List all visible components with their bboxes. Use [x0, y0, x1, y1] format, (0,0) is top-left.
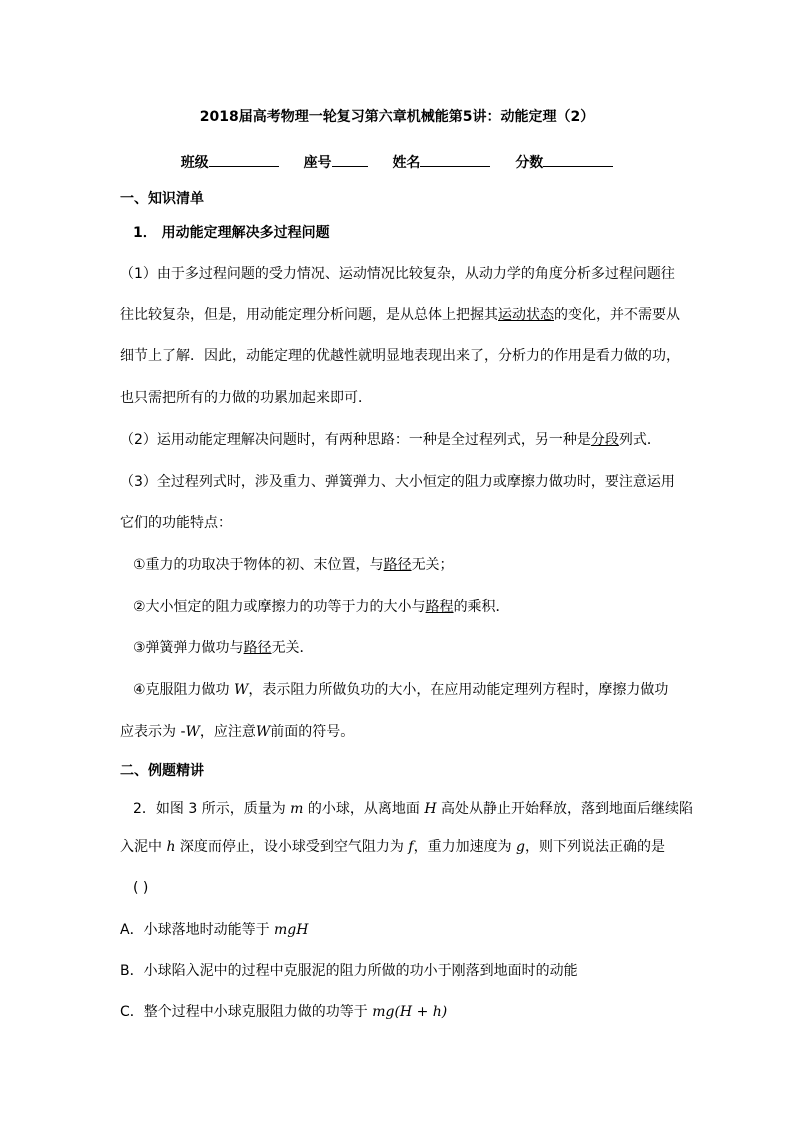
option-b[interactable]: [120, 962, 578, 980]
characteristic-4-line-2: [120, 723, 354, 741]
paragraph-1-line-3: 细节上了解．因此，动能定理的优越性就明显地表现出来了，分析力的作用是看力做的功，: [120, 348, 680, 364]
characteristic-4-text-a: ④克服阻力做功: [133, 682, 235, 698]
section-1-heading: 一、知识清单: [120, 191, 204, 207]
question-2-line-1: [133, 800, 693, 818]
class-label: 班级: [180, 155, 209, 171]
characteristic-2: [133, 598, 510, 616]
name-blank[interactable]: [420, 152, 490, 167]
seat-label: 座号: [303, 155, 332, 171]
paragraph-1-line-2: [120, 306, 680, 324]
score-blank[interactable]: [543, 152, 613, 167]
option-a-expression: mgH: [274, 922, 309, 938]
q2-text-b: 的小球，从离地面: [303, 801, 425, 817]
paragraph-1-line-1: （1）由于多过程问题的受力情况、运动情况比较复杂，从动力学的角度分析多过程问题往: [120, 266, 675, 282]
paragraph-2-text-b: 列式．: [618, 432, 661, 448]
underlined-term-path-1: 路径: [383, 557, 412, 573]
option-c-expression: mg(H + h): [372, 1004, 448, 1020]
option-a[interactable]: [120, 921, 308, 939]
characteristic-3-text-a: ③弹簧弹力做功与: [133, 640, 244, 656]
q2-text-a: 2．如图 3 所示，质量为: [133, 801, 291, 817]
seat-blank[interactable]: [332, 152, 368, 167]
characteristic-1-text-a: ①重力的功取决于物体的初、末位置，与: [133, 557, 384, 573]
q2-line-2-text-d: ，则下列说法正确的是: [525, 839, 665, 855]
option-c[interactable]: [120, 1003, 447, 1021]
page-title: 2018届高考物理一轮复习第六章机械能第5讲：动能定理（2）: [199, 109, 595, 125]
characteristic-4-line-2-text-b: ，应注意: [199, 724, 256, 740]
variable-w: W: [234, 682, 249, 698]
seat-field[interactable]: [304, 152, 368, 172]
name-label: 姓名: [392, 155, 421, 171]
underlined-term-path-2: 路径: [243, 640, 272, 656]
characteristic-1: [133, 556, 454, 574]
variable-f: f: [408, 839, 414, 855]
q2-line-2-text-b: 深度而停止，设小球受到空气阻力为: [175, 839, 409, 855]
score-label: 分数: [515, 155, 544, 171]
variable-h-lower: h: [166, 839, 176, 855]
q2-line-2-text-a: 入泥中: [120, 839, 167, 855]
paragraph-2: [120, 431, 661, 449]
class-field[interactable]: [181, 152, 279, 172]
underlined-term-motion-state: 运动状态: [498, 307, 554, 323]
option-b-label: B．小球陷入泥中的过程中克服泥的阻力所做的功小于刚落到地面时的动能: [120, 963, 578, 979]
variable-w: W: [255, 724, 271, 740]
paragraph-2-text-a: （2）运用动能定理解决问题时，有两种思路：一种是全过程列式，另一种是: [120, 432, 591, 448]
question-2-line-2: [120, 838, 665, 856]
paragraph-1-line-4: 也只需把所有的力做的功累加起来即可．: [120, 390, 372, 406]
variable-m: m: [290, 801, 304, 817]
characteristic-4-line-2-text-a: 应表示为 -: [120, 724, 186, 740]
characteristic-4-line-1: [133, 681, 668, 699]
characteristic-2-text-a: ②大小恒定的阻力或摩擦力的功等于力的大小与: [133, 599, 426, 615]
answer-parentheses[interactable]: ( ): [133, 880, 149, 896]
underlined-term-distance: 路程: [425, 599, 454, 615]
characteristic-3: [133, 639, 314, 657]
variable-h-upper: H: [424, 801, 437, 817]
characteristic-1-text-b: 无关；: [411, 557, 454, 573]
paragraph-3-line-2: 它们的功能特点：: [120, 515, 232, 531]
name-field[interactable]: [392, 152, 490, 172]
option-a-label: A．小球落地时动能等于: [120, 922, 275, 938]
q2-line-2-text-c: ，重力加速度为: [413, 839, 517, 855]
paragraph-3-line-1: （3）全过程列式时，涉及重力、弹簧弹力、大小恒定的阻力或摩擦力做功时，要注意运用: [120, 474, 675, 490]
characteristic-4-line-2-text-c: 前面的符号。: [270, 724, 355, 740]
q2-text-c: 高处从静止开始释放，落到地面后继续陷: [436, 801, 694, 817]
student-info-fields: [0, 152, 794, 172]
characteristic-4-text-b: ，表示阻力所做负功的大小，在应用动能定理列方程时，摩擦力做功: [248, 682, 669, 698]
item-1-heading: 1． 用动能定理解决多过程问题: [133, 225, 330, 241]
underlined-term-segment: 分段: [590, 432, 619, 448]
class-blank[interactable]: [209, 152, 279, 167]
variable-g: g: [516, 839, 525, 855]
paragraph-1-line-2-text-b: 的变化，并不需要从: [554, 307, 680, 323]
characteristic-2-text-b: 的乘积．: [453, 599, 510, 615]
score-field[interactable]: [515, 152, 613, 172]
variable-w: W: [185, 724, 200, 740]
option-c-label: C．整个过程中小球克服阻力做的功等于: [120, 1004, 373, 1020]
characteristic-3-text-b: 无关．: [271, 640, 314, 656]
paragraph-1-line-2-text-a: 往比较复杂，但是，用动能定理分析问题，是从总体上把握其: [120, 307, 498, 323]
section-2-heading: 二、例题精讲: [120, 763, 204, 779]
